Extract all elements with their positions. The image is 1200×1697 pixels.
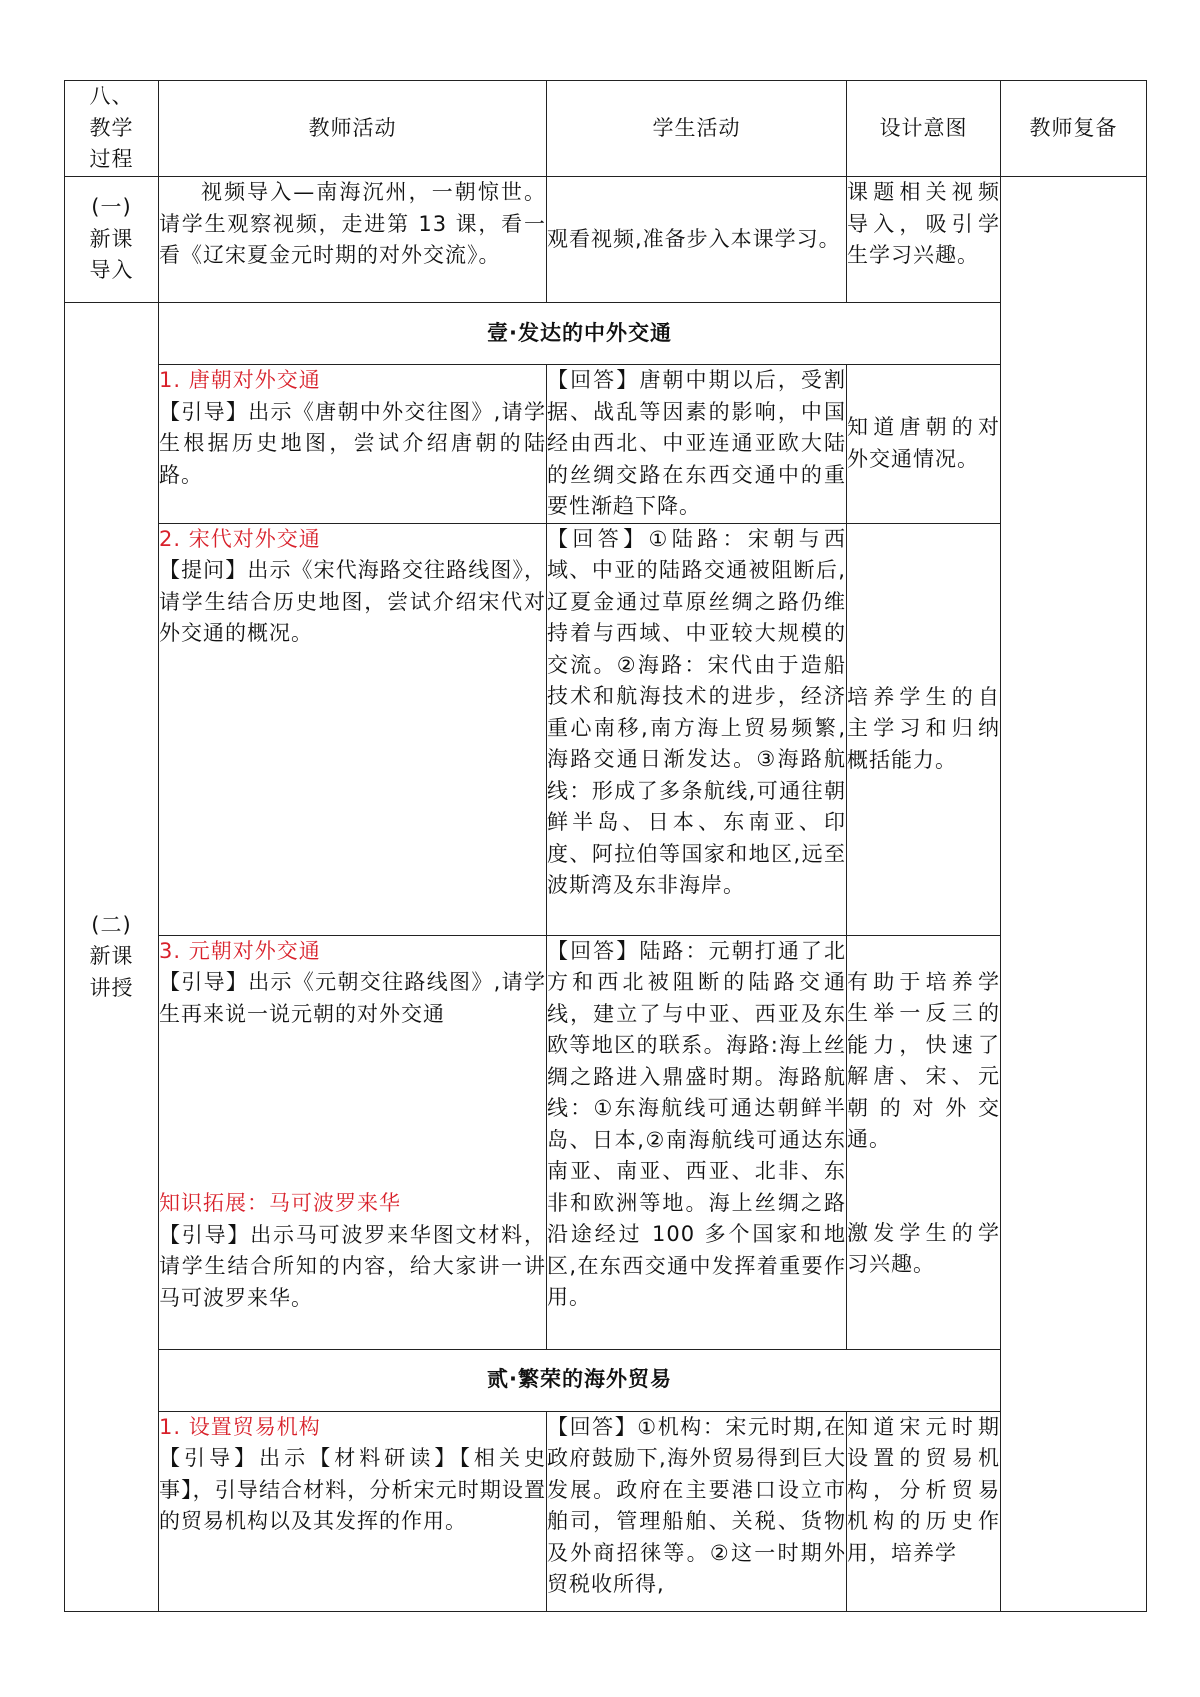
intro-label-line: 新课	[89, 226, 134, 251]
main-label-line: 新课	[89, 944, 134, 968]
yuan-design-intent	[847, 935, 1001, 1349]
section-title: 壹·发达的中外交通	[159, 303, 1001, 365]
tang-student-activity: 【回答】唐朝中期以后，受割据、战乱等因素的影响，中国经由西北、中亚连通亚欧大陆的丝绸交路在东西交通中的重要性渐趋下降。	[547, 365, 847, 524]
yuan-spacer	[159, 1030, 546, 1188]
tang-teacher-text: 【引导】出示《唐朝中外交往图》,请学生根据历史地图，尝试介绍唐朝的陆路。	[159, 399, 546, 487]
lesson-plan-table	[64, 80, 1147, 1612]
extension-intent-text: 激发学生的学习兴趣。	[847, 1220, 1000, 1276]
main-label-line: (二)	[91, 912, 132, 937]
extension-title: 知识拓展：马可波罗来华	[159, 1191, 401, 1215]
yuan-title: 3. 元朝对外交通	[159, 938, 321, 963]
section-title: 贰·繁荣的海外贸易	[159, 1349, 1001, 1411]
trade-row	[65, 1411, 1147, 1611]
intro-label-line: (一)	[91, 195, 132, 220]
trade-title: 1. 设置贸易机构	[159, 1414, 321, 1439]
song-row	[65, 523, 1147, 935]
header-design-intent: 设计意图	[847, 81, 1001, 177]
main-label	[65, 303, 159, 1612]
trade-design-intent: 知道宋元时期设置的贸易机构，分析贸易机构的历史作用，培养学	[847, 1411, 1001, 1611]
yuan-row	[65, 935, 1147, 1349]
intro-student-activity: 观看视频,准备步入本课学习。	[547, 177, 847, 303]
intro-row	[65, 177, 1147, 303]
header-teacher-review: 教师复备	[1001, 81, 1147, 177]
yuan-student-activity: 【回答】陆路：元朝打通了北方和西北被阻断的陆路交通线，建立了与中亚、西亚及东欧等地区的联系。海路:海上丝绸之路进入鼎盛时期。海路航线：①东海航线可通达朝鲜半岛、日本,②南海航线可通达东南亚、南亚、西亚、北非、东非和欧洲等地。海上丝绸之路沿途经过 100 多个国家和地区,在东西交通中发挥着重要作用。	[547, 935, 847, 1349]
section2-row	[65, 1349, 1147, 1411]
header-label-line: 过程	[89, 147, 134, 172]
header-label-line: 八、	[89, 84, 134, 109]
trade-teacher-activity	[159, 1411, 547, 1611]
teacher-review-cell	[1001, 177, 1147, 1612]
trade-student-activity: 【回答】①机构：宋元时期,在政府鼓励下,海外贸易得到巨大发展。政府在主要港口设立市舶司，管理船舶、关税、货物及外商招徕等。②这一时期外贸税收所得,	[547, 1411, 847, 1611]
yuan-intent-text: 有助于培养学生举一反三的能力，快速了解唐、宋、元朝的对外交通。	[847, 969, 1000, 1151]
intro-teacher-activity: 视频导入—南海沉州，一朝惊世。请学生观察视频，走进第 13 课，看一看《辽宋夏金元时期的对外交流》。	[159, 177, 547, 303]
tang-design-intent: 知道唐朝的对外交通情况。	[847, 365, 1001, 524]
header-label-line: 教学	[89, 115, 134, 140]
header-teacher-activity: 教师活动	[159, 81, 547, 177]
extension-teacher-text: 【引导】出示马可波罗来华图文材料，请学生结合所知的内容，给大家讲一讲马可波罗来华。	[159, 1222, 546, 1310]
intro-label	[65, 177, 159, 303]
song-teacher-text: 【提问】出示《宋代海路交往路线图》，请学生结合历史地图，尝试介绍宋代对外交通的概况。	[159, 558, 546, 645]
song-student-activity: 【回答】①陆路：宋朝与西域、中亚的陆路交通被阻断后,辽夏金通过草原丝绸之路仍维持着与西域、中亚较大规模的交流。②海路：宋代由于造船技术和航海技术的进步，经济重心南移,南方海上贸易频繁,海路交通日渐发达。③海路航线：形成了多条航线,可通往朝鲜半岛、日本、东南亚、印度、阿拉伯等国家和地区,远至波斯湾及东非海岸。	[547, 523, 847, 935]
section1-row	[65, 303, 1147, 365]
yuan-teacher-text: 【引导】出示《元朝交往路线图》,请学生再来说一说元朝的对外交通	[159, 970, 546, 1026]
intro-label-line: 导入	[89, 258, 134, 283]
header-process-label	[65, 81, 159, 177]
tang-title: 1. 唐朝对外交通	[159, 368, 321, 392]
song-design-intent: 培养学生的自主学习和归纳概括能力。	[847, 523, 1001, 935]
table-header-row	[65, 81, 1147, 177]
song-teacher-activity	[159, 523, 547, 935]
trade-teacher-text: 【引导】出示【材料研读】【相关史事】，引导结合材料，分析宋元时期设置的贸易机构以及其发挥的作用。	[159, 1446, 546, 1533]
tang-row	[65, 365, 1147, 524]
song-title: 2. 宋代对外交通	[159, 526, 321, 551]
tang-teacher-activity	[159, 365, 547, 524]
yuan-teacher-activity	[159, 935, 547, 1349]
header-student-activity: 学生活动	[547, 81, 847, 177]
main-label-line: 讲授	[89, 975, 134, 1000]
intro-design-intent: 课题相关视频导入，吸引学生学习兴趣。	[847, 177, 1001, 303]
